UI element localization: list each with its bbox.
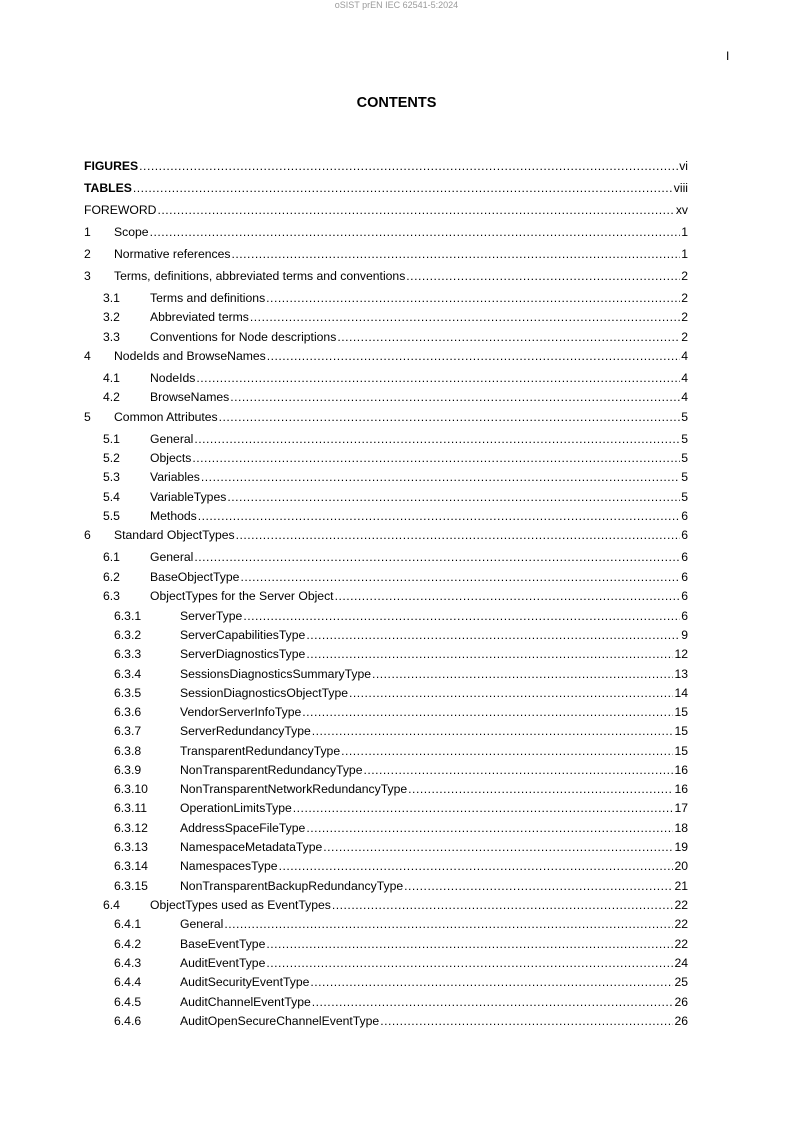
toc-entry-title: AuditChannelEventType xyxy=(180,995,311,1009)
toc-dot-leader xyxy=(279,858,674,874)
toc-entry-title: FOREWORD xyxy=(84,203,157,217)
toc-entry-title: Normative references xyxy=(114,247,231,261)
toc-entry-title: BaseObjectType xyxy=(150,570,240,584)
toc-entry[interactable] xyxy=(0,180,793,196)
toc-entry-page: 6 xyxy=(681,589,688,603)
toc-entry-page: 5 xyxy=(681,410,688,424)
toc-entry-page: 2 xyxy=(681,291,688,305)
toc-dot-leader xyxy=(201,469,680,485)
toc-entry-number: 3 xyxy=(84,269,91,283)
toc-dot-leader xyxy=(232,246,681,262)
toc-entry-title: General xyxy=(150,432,194,446)
toc-entry[interactable] xyxy=(0,469,793,485)
toc-entry-title: AuditEventType xyxy=(180,956,266,970)
toc-entry-title: VariableTypes xyxy=(150,490,227,504)
toc-entry[interactable] xyxy=(0,329,793,345)
toc-entry-number: 6.4.5 xyxy=(114,995,142,1009)
toc-entry-title: ServerDiagnosticsType xyxy=(180,647,306,661)
toc-dot-leader xyxy=(250,309,680,325)
toc-entry-page: 22 xyxy=(674,917,688,931)
toc-entry[interactable] xyxy=(0,202,793,218)
toc-entry-title: TransparentRedundancyType xyxy=(180,744,341,758)
toc-entry-page: 6 xyxy=(681,609,688,623)
toc-entry[interactable] xyxy=(0,409,793,425)
toc-entry-page: viii xyxy=(673,181,688,195)
toc-entry-page: 19 xyxy=(674,840,688,854)
toc-dot-leader xyxy=(404,878,673,894)
toc-entry[interactable] xyxy=(0,820,793,836)
toc-entry[interactable] xyxy=(0,800,793,816)
toc-dot-leader xyxy=(302,704,673,720)
toc-entry-page: 17 xyxy=(674,801,688,815)
toc-dot-leader xyxy=(198,508,680,524)
toc-entry[interactable] xyxy=(0,743,793,759)
toc-entry-number: 1 xyxy=(84,225,91,239)
page-number: I xyxy=(726,49,730,63)
toc-entry-page: xv xyxy=(675,203,688,217)
toc-entry-title: BrowseNames xyxy=(150,390,230,404)
toc-dot-leader xyxy=(224,916,673,932)
toc-entry[interactable] xyxy=(0,839,793,855)
toc-entry-page: 21 xyxy=(674,879,688,893)
toc-entry[interactable] xyxy=(0,569,793,585)
toc-entry-page: 4 xyxy=(681,390,688,404)
toc-entry-title: General xyxy=(150,550,194,564)
toc-entry-page: 6 xyxy=(681,528,688,542)
document-watermark: oSIST prEN IEC 62541-5:2024 xyxy=(334,0,459,10)
toc-entry[interactable] xyxy=(0,878,793,894)
toc-entry-number: 6.3.6 xyxy=(114,705,142,719)
toc-entry[interactable] xyxy=(0,1013,793,1029)
toc-entry-title: VendorServerInfoType xyxy=(180,705,302,719)
toc-entry[interactable] xyxy=(0,974,793,990)
toc-entry-number: 6.3.4 xyxy=(114,667,142,681)
toc-entry-number: 4.1 xyxy=(103,371,120,385)
toc-entry-number: 6.4.2 xyxy=(114,937,142,951)
toc-entry-number: 6.4.3 xyxy=(114,956,142,970)
toc-dot-leader xyxy=(267,348,680,364)
toc-entry-page: 18 xyxy=(674,821,688,835)
toc-entry-page: 1 xyxy=(681,225,688,239)
toc-entry-page: 24 xyxy=(674,956,688,970)
toc-entry-title: FIGURES xyxy=(84,159,139,173)
toc-entry-title: ObjectTypes for the Server Object xyxy=(150,589,334,603)
toc-entry[interactable] xyxy=(0,723,793,739)
toc-entry[interactable] xyxy=(0,389,793,405)
toc-entry-page: 5 xyxy=(681,490,688,504)
toc-entry-title: Common Attributes xyxy=(114,410,218,424)
toc-entry[interactable] xyxy=(0,224,793,240)
toc-dot-leader xyxy=(192,450,680,466)
toc-entry-number: 6.3 xyxy=(103,589,120,603)
toc-entry[interactable] xyxy=(0,508,793,524)
toc-entry-page: 2 xyxy=(681,269,688,283)
toc-entry[interactable] xyxy=(0,158,793,174)
toc-dot-leader xyxy=(312,723,674,739)
toc-dot-leader xyxy=(293,800,674,816)
toc-entry-title: Abbreviated terms xyxy=(150,310,249,324)
toc-entry-page: vi xyxy=(679,159,688,173)
toc-entry-title: Terms and definitions xyxy=(150,291,266,305)
page-title: CONTENTS xyxy=(356,95,437,111)
toc-entry-title: NonTransparentNetworkRedundancyType xyxy=(180,782,408,796)
toc-entry-page: 1 xyxy=(681,247,688,261)
toc-dot-leader xyxy=(312,994,674,1010)
toc-entry-number: 5.5 xyxy=(103,509,120,523)
toc-entry-title: Methods xyxy=(150,509,197,523)
toc-entry-title: OperationLimitsType xyxy=(180,801,292,815)
toc-entry-number: 6.3.5 xyxy=(114,686,142,700)
toc-dot-leader xyxy=(150,224,681,240)
toc-entry[interactable] xyxy=(0,646,793,662)
toc-entry-number: 5 xyxy=(84,410,91,424)
toc-entry-number: 6.3.1 xyxy=(114,609,142,623)
toc-entry-page: 14 xyxy=(674,686,688,700)
toc-entry-number: 3.2 xyxy=(103,310,120,324)
toc-dot-leader xyxy=(194,431,680,447)
toc-entry-page: 2 xyxy=(681,310,688,324)
toc-dot-leader xyxy=(306,627,680,643)
toc-dot-leader xyxy=(380,1013,673,1029)
toc-dot-leader xyxy=(310,974,673,990)
toc-entry-number: 3.1 xyxy=(103,291,120,305)
toc-entry[interactable] xyxy=(0,450,793,466)
toc-entry[interactable] xyxy=(0,527,793,543)
toc-entry-number: 6.1 xyxy=(103,550,120,564)
toc-entry-title: AddressSpaceFileType xyxy=(180,821,306,835)
toc-entry[interactable] xyxy=(0,666,793,682)
toc-entry[interactable] xyxy=(0,290,793,306)
toc-dot-leader xyxy=(266,936,673,952)
toc-entry-number: 2 xyxy=(84,247,91,261)
toc-dot-leader xyxy=(266,955,673,971)
toc-dot-leader xyxy=(157,202,674,218)
toc-entry-number: 6.4.1 xyxy=(114,917,142,931)
toc-entry[interactable] xyxy=(0,588,793,604)
toc-dot-leader xyxy=(139,158,678,174)
toc-entry-page: 9 xyxy=(681,628,688,642)
toc-dot-leader xyxy=(337,329,680,345)
toc-dot-leader xyxy=(332,897,674,913)
toc-entry[interactable] xyxy=(0,704,793,720)
toc-entry-number: 5.1 xyxy=(103,432,120,446)
toc-entry-number: 6.3.9 xyxy=(114,763,142,777)
toc-entry-title: AuditSecurityEventType xyxy=(180,975,310,989)
toc-entry-number: 4.2 xyxy=(103,390,120,404)
toc-entry-title: NamespacesType xyxy=(180,859,278,873)
toc-dot-leader xyxy=(306,646,673,662)
toc-entry-title: BaseEventType xyxy=(180,937,266,951)
toc-entry[interactable] xyxy=(0,268,793,284)
toc-entry[interactable] xyxy=(0,370,793,386)
toc-entry-number: 3.3 xyxy=(103,330,120,344)
toc-dot-leader xyxy=(230,389,680,405)
toc-entry-title: Scope xyxy=(114,225,149,239)
toc-dot-leader xyxy=(372,666,673,682)
toc-entry-page: 26 xyxy=(674,995,688,1009)
toc-entry-title: ServerCapabilitiesType xyxy=(180,628,306,642)
toc-entry-page: 16 xyxy=(674,782,688,796)
toc-dot-leader xyxy=(194,549,680,565)
toc-entry-page: 22 xyxy=(674,898,688,912)
toc-entry-title: NonTransparentBackupRedundancyType xyxy=(180,879,404,893)
toc-entry-number: 6.3.12 xyxy=(114,821,148,835)
toc-entry-number: 6.3.7 xyxy=(114,724,142,738)
toc-entry[interactable] xyxy=(0,781,793,797)
toc-entry-number: 6.3.3 xyxy=(114,647,142,661)
toc-dot-leader xyxy=(408,781,673,797)
toc-entry-number: 6.3.14 xyxy=(114,859,148,873)
toc-entry[interactable] xyxy=(0,936,793,952)
toc-entry-title: Objects xyxy=(150,451,192,465)
toc-entry-title: SessionDiagnosticsObjectType xyxy=(180,686,348,700)
toc-entry[interactable] xyxy=(0,897,793,913)
toc-entry[interactable] xyxy=(0,955,793,971)
toc-dot-leader xyxy=(133,180,673,196)
toc-entry[interactable] xyxy=(0,858,793,874)
toc-entry-page: 15 xyxy=(674,705,688,719)
toc-entry-page: 26 xyxy=(674,1014,688,1028)
toc-entry-title: Terms, definitions, abbreviated terms and conventions xyxy=(114,269,406,283)
toc-dot-leader xyxy=(363,762,673,778)
toc-entry-page: 15 xyxy=(674,744,688,758)
toc-entry-page: 13 xyxy=(674,667,688,681)
toc-entry[interactable] xyxy=(0,685,793,701)
toc-entry-title: Standard ObjectTypes xyxy=(114,528,235,542)
toc-entry-number: 5.3 xyxy=(103,470,120,484)
toc-entry-page: 5 xyxy=(681,432,688,446)
toc-entry[interactable] xyxy=(0,916,793,932)
toc-entry-page: 2 xyxy=(681,330,688,344)
toc-entry-title: NodeIds and BrowseNames xyxy=(114,349,266,363)
toc-entry[interactable] xyxy=(0,309,793,325)
toc-dot-leader xyxy=(266,290,680,306)
toc-dot-leader xyxy=(243,608,680,624)
toc-entry-number: 6.2 xyxy=(103,570,120,584)
toc-entry-number: 6.3.8 xyxy=(114,744,142,758)
toc-entry-page: 20 xyxy=(674,859,688,873)
toc-entry[interactable] xyxy=(0,608,793,624)
toc-dot-leader xyxy=(335,588,681,604)
toc-entry-page: 12 xyxy=(674,647,688,661)
toc-entry[interactable] xyxy=(0,246,793,262)
toc-entry-page: 5 xyxy=(681,451,688,465)
toc-entry-page: 6 xyxy=(681,570,688,584)
toc-entry[interactable] xyxy=(0,431,793,447)
toc-entry-number: 6.3.13 xyxy=(114,840,148,854)
toc-entry-title: ServerType xyxy=(180,609,243,623)
toc-entry-title: NodeIds xyxy=(150,371,196,385)
toc-dot-leader xyxy=(227,489,680,505)
toc-dot-leader xyxy=(196,370,680,386)
toc-entry-page: 4 xyxy=(681,349,688,363)
toc-entry-title: ServerRedundancyType xyxy=(180,724,311,738)
toc-dot-leader xyxy=(219,409,681,425)
toc-entry-title: ObjectTypes used as EventTypes xyxy=(150,898,331,912)
toc-entry-number: 6.3.10 xyxy=(114,782,148,796)
toc-entry-title: SessionsDiagnosticsSummaryType xyxy=(180,667,372,681)
toc-dot-leader xyxy=(341,743,673,759)
toc-entry-number: 6.4.4 xyxy=(114,975,142,989)
toc-entry-page: 6 xyxy=(681,509,688,523)
toc-entry-number: 6.3.2 xyxy=(114,628,142,642)
toc-dot-leader xyxy=(240,569,680,585)
toc-dot-leader xyxy=(236,527,681,543)
toc-entry-page: 15 xyxy=(674,724,688,738)
toc-entry[interactable] xyxy=(0,762,793,778)
toc-entry-title: General xyxy=(180,917,224,931)
toc-entry-page: 22 xyxy=(674,937,688,951)
toc-entry-number: 5.2 xyxy=(103,451,120,465)
toc-entry-page: 25 xyxy=(674,975,688,989)
toc-entry-title: AuditOpenSecureChannelEventType xyxy=(180,1014,380,1028)
toc-entry-number: 6.3.11 xyxy=(114,801,147,815)
toc-entry-title: NamespaceMetadataType xyxy=(180,840,323,854)
toc-dot-leader xyxy=(323,839,673,855)
toc-entry-title: Conventions for Node descriptions xyxy=(150,330,337,344)
toc-entry-page: 5 xyxy=(681,470,688,484)
toc-entry-title: TABLES xyxy=(84,181,132,195)
toc-entry-page: 4 xyxy=(681,371,688,385)
toc-entry-number: 5.4 xyxy=(103,490,120,504)
toc-entry[interactable] xyxy=(0,627,793,643)
toc-entry[interactable] xyxy=(0,489,793,505)
toc-entry[interactable] xyxy=(0,348,793,364)
toc-dot-leader xyxy=(406,268,680,284)
toc-entry-title: NonTransparentRedundancyType xyxy=(180,763,363,777)
toc-entry-title: Variables xyxy=(150,470,200,484)
toc-entry-number: 4 xyxy=(84,349,91,363)
toc-entry-number: 6.4.6 xyxy=(114,1014,142,1028)
toc-entry-page: 16 xyxy=(674,763,688,777)
toc-entry-number: 6.3.15 xyxy=(114,879,148,893)
toc-dot-leader xyxy=(349,685,673,701)
toc-dot-leader xyxy=(306,820,673,836)
toc-entry-page: 6 xyxy=(681,550,688,564)
toc-entry[interactable] xyxy=(0,994,793,1010)
toc-entry[interactable] xyxy=(0,549,793,565)
toc-entry-number: 6.4 xyxy=(103,898,120,912)
toc-entry-number: 6 xyxy=(84,528,91,542)
